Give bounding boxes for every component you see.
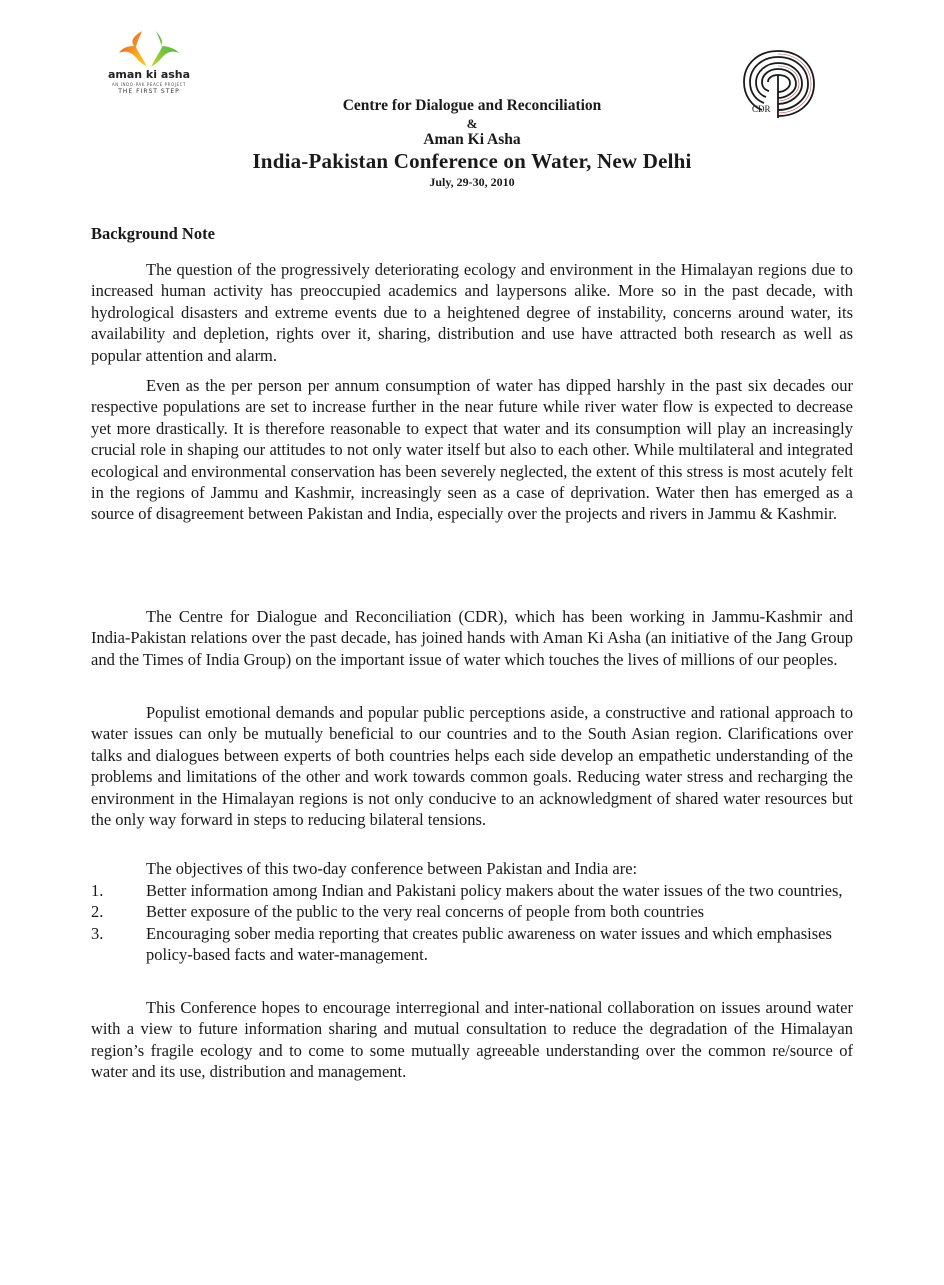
aman-ki-asha-wordmark: aman ki asha [107,68,191,81]
list-item-number: 2. [91,902,104,922]
objectives-list [91,880,853,966]
paragraph-closing [91,997,853,1083]
aman-ki-asha-subtitle: THE FIRST STEP [118,88,180,95]
list-item [91,901,853,922]
list-item-text: Better exposure of the public to the very real concerns of people from both countries [146,902,705,922]
conference-title: India-Pakistan Conference on Water, New Delhi [252,149,692,173]
header-organization-1: Centre for Dialogue and Reconciliation [342,97,602,114]
list-item-text: Better information among Indian and Pakistani policy makers about the water issues of the two countries, [146,881,843,900]
dove-icon [116,28,182,68]
header-organization-2: Aman Ki Asha [423,131,521,148]
paragraph-2-text: Even as the per person per annum consumption of water has dipped harshly in the past six decades our respective populations are set to increase further in the near future while river water flow is expected to decrease yet more drastically. It is therefore reasonable to expect that water and its consumption will play an increasingly crucial role in shaping our attitudes to not only water itself but also to each other. While multilateral and integrated ecological and environmental conservation has been severely neglected, the extent of this stress is most acutely felt in the regions of Jammu and Kashmir, increasingly seen as a case of deprivation. Water then has emerged as a source of disagreement between Pakistan and India, especially over the projects and rivers in Jammu & Kashmir. [91,376,853,524]
aman-ki-asha-tagline: AN INDO-PAK PEACE PROJECT [111,82,187,87]
paragraph-4 [91,702,853,830]
paragraph-1 [91,259,853,366]
list-item-number: 3. [91,923,104,943]
header-ampersand: & [466,116,478,131]
list-item [91,923,853,966]
objectives-intro [91,858,853,879]
section-title: Background Note [91,224,215,243]
list-item-text: Encouraging sober media reporting that creates public awareness on water issues and which emphasises policy-based facts and water-management. [146,923,832,965]
paragraph-2 [91,375,853,525]
svg-text:CDR: CDR [752,104,771,114]
objectives-intro-text: The objectives of this two-day conference between Pakistan and India are: [146,859,638,878]
paragraph-3-text: The Centre for Dialogue and Reconciliation (CDR), which has been working in Jammu-Kashmir and India-Pakistan relations over the past decade, has joined hands with Aman Ki Asha (an initiative of the Jang Group and the Times of India Group) on the important issue of water which touches the lives of millions of our peoples. [91,607,853,669]
paragraph-1-text: The question of the progressively deteriorating ecology and environment in the Himalayan regions due to increased human activity has preoccupied academics and laypersons alike. More so in the past decade, with hydrological disasters and extreme events due to a heightened degree of instability, concerns around water, its availability and depletion, rights over it, sharing, distribution and use have attracted both research as well as popular attention and alarm. [91,260,853,365]
conference-date: July, 29-30, 2010 [429,175,515,189]
paragraph-4-text: Populist emotional demands and popular public perceptions aside, a constructive and rational approach to water issues can only be mutually beneficial to our countries and to the South Asian region. Clarifications over talks and dialogues between experts of both countries helps each side develop an empathetic understanding of the problems and limitations of the other and work towards common goals. Reducing water stress and recharging the environment in the Himalayan regions is not only conducive to an acknowledgment of shared water resources but the only way forward in steps to reducing bilateral tensions. [91,703,853,830]
aman-ki-asha-logo [104,28,194,108]
paragraph-closing-text: This Conference hopes to encourage interregional and inter-national collaboration on issues around water with a view to future information sharing and mutual consultation to reduce the degradation of the Himalayan region’s fragile ecology and to come to some mutually agreeable understanding over the common re/source of water and its use, distribution and management. [91,998,853,1082]
list-item [91,880,853,901]
paragraph-3 [91,606,853,670]
list-item-number: 1. [91,881,104,900]
